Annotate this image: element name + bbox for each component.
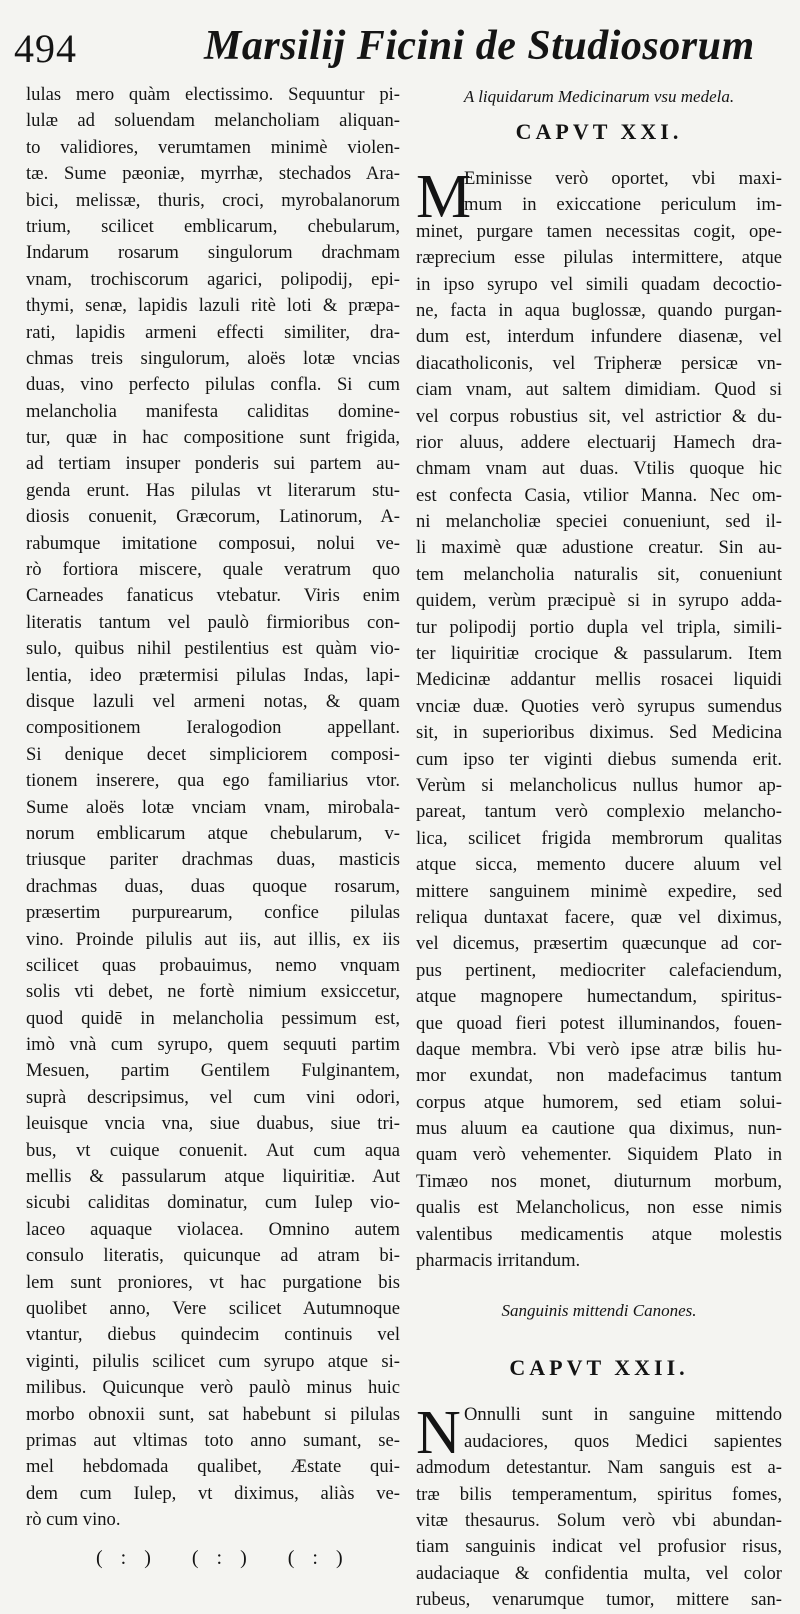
text-line: in ipso syrupo vel simili quadam decoctio-	[416, 273, 782, 295]
section-subtitle: A liquidarum Medicinarum vsu medela.	[463, 87, 735, 106]
text-line: daque membra. Vbi verò ipse atræ bilis hu-	[416, 1038, 782, 1060]
text-line: scilicet quas probauimus, nemo vnquam	[26, 954, 400, 976]
text-line: ni melancholiæ speciei conueniunt, sed il-	[416, 511, 782, 533]
text-line: to validiores, verumtamen minimè violen-	[26, 136, 400, 158]
text-line: pareat, tantum verò complexio melancho-	[416, 801, 782, 823]
text-line: vtantur, diebus quindecim continuis vel	[26, 1324, 400, 1346]
text-line: mellis & passularum atque liquiritiæ. Aut	[26, 1166, 400, 1188]
text-line: diacatholiconis, vel Tripheræ persicæ vn-	[416, 352, 782, 374]
text-line: leuisque vncia vna, siue duabus, siue tri-	[26, 1113, 400, 1135]
text-line: reliqua duntaxat facere, quæ vel diximus,	[416, 906, 782, 928]
chapter-heading: CAPVT XXII.	[509, 1355, 689, 1381]
text-line: sulo, quibus nihil pestilentius est quàm vio-	[26, 638, 400, 660]
text-line: pharmacis irritandum.	[416, 1250, 581, 1272]
text-line: tur polipodij portio dupla vel tripla, simili-	[416, 616, 782, 638]
text-line: vnciæ duæ. Quoties verò syrupus sumendus	[416, 695, 782, 717]
text-line: morbo obnoxii sunt, sat habebunt si pilulas	[26, 1403, 400, 1425]
text-line: suprà descripsimus, vel cum vini odori,	[26, 1086, 400, 1108]
text-line: ne, facta in aqua buglossæ, quando purgan-	[416, 299, 782, 321]
text-line: admodum detestantur. Nam sanguis est a-	[416, 1457, 782, 1479]
text-line: tæ. Sume pæoniæ, myrrhæ, stechados Ara-	[26, 163, 400, 185]
text-line: vel corpus robustius sit, vel astrictior & du-	[416, 405, 782, 427]
text-line: Medicinæ addantur mellis rosacei liquidi	[416, 669, 782, 691]
running-title: Marsilij Ficini de Studiosorum	[204, 23, 755, 69]
text-line: Verùm si melancholicus nullus humor ap-	[416, 774, 782, 796]
text-line: mus aluum ea cautione qua diximus, nun-	[416, 1118, 782, 1140]
text-line: lica, scilicet frigida membrorum qualitas	[416, 827, 782, 849]
text-line: vel dicemus, præsertim quæcunque ad cor-	[416, 933, 782, 955]
text-line: lem sunt proniores, vt hac purgatione bis	[26, 1271, 400, 1293]
text-line: consulo literatis, quicunque ad atram bi-	[26, 1245, 400, 1267]
text-line: valentibus medicamentis atque molestis	[416, 1223, 782, 1245]
text-line: Onnulli sunt in sanguine mittendo	[464, 1404, 782, 1426]
text-line: quolibet anno, Vere scilicet Autumnoque	[26, 1297, 400, 1319]
text-line: sit, in superioribus diximus. Sed Medicina	[416, 722, 782, 744]
text-line: corpus atque humorem, sed etiam solui-	[416, 1091, 782, 1113]
text-line: rati, lapidis armeni effecti similiter, dra-	[26, 321, 400, 343]
text-line: genda erunt. Has pilulas vt literarum stu-	[26, 479, 400, 501]
text-line: sicubi caliditas dominatur, cum Iulep vio-	[26, 1192, 400, 1214]
text-line: Timæo nos monet, diuturnum morbum,	[416, 1170, 782, 1192]
text-line: pus pertinent, mediocriter calefaciendum,	[416, 959, 782, 981]
text-line: ad tertiam insuper ponderis sui partem au-	[26, 453, 400, 475]
text-line: træ bilis temperamentum, spiritus fomes,	[416, 1483, 782, 1505]
section-subtitle: Sanguinis mittendi Canones.	[501, 1301, 697, 1321]
text-line: mel hebdomada qualibet, Æstate qui-	[26, 1456, 400, 1478]
text-line: drachmas duas, duas quoque rosarum,	[26, 875, 400, 897]
text-line: præsertim purpurearum, confice pilulas	[26, 902, 400, 924]
text-line: bus, vt cuique conuenit. Aut cum aqua	[26, 1139, 400, 1161]
text-line: ter liquiritiæ crocique & passularum. Item	[416, 643, 782, 665]
page-header	[14, 22, 784, 78]
text-line: dum est, interdum infundere diasenæ, vel	[416, 326, 782, 348]
text-line: Carneades fanaticus vtebatur. Viris enim	[26, 585, 400, 607]
text-line: chmas treis singulorum, aloës lotæ vncias	[26, 347, 400, 369]
text-line: lulas mero quàm electissimo. Sequuntur pi-	[26, 84, 400, 105]
text-line: primas aut vltimas toto anno sumant, se-	[26, 1429, 400, 1451]
text-line: literatis tantum vel paulò firmioribus con-	[26, 611, 400, 633]
text-line: atque magnopere humectandum, spiritus-	[416, 986, 782, 1008]
text-line: ræprecium esse pilulas intermittere, atque	[416, 247, 782, 269]
text-line: ciam vnam, aut saltem dimidiam. Quod si	[416, 379, 782, 401]
text-line: atque sicca, memento ducere aluum vel	[416, 854, 782, 876]
left-column	[26, 82, 400, 1570]
text-line: lentia, ideo prætermisi pilulas Indas, lapi-	[26, 664, 400, 686]
text-line: diosis conuenit, Græcorum, Latinorum, A-	[26, 506, 400, 528]
text-line: qualis est Melancholicus, non esse nimis	[416, 1197, 782, 1219]
text-line: duas, vino perfecto pilulas confla. Si cum	[26, 374, 400, 396]
text-line: vitæ thesaurus. Solum verò vbi abundan-	[416, 1509, 782, 1531]
text-line: tur, quæ in hac compositione sunt frigida,	[26, 427, 400, 449]
text-line: li maximè quæ adustione creatur. Sin au-	[416, 537, 782, 559]
text-line: rior aluus, addere electuarij Hamech dra-	[416, 431, 782, 453]
text-line: lulæ ad soluendam melancholiam aliquan-	[26, 110, 400, 132]
text-line: bici, melissæ, thuris, croci, myrobalanorum	[26, 189, 400, 211]
text-line: melancholia manifesta caliditas domine-	[26, 400, 400, 422]
chapter-22-text	[416, 1399, 782, 1613]
page-number: 494	[14, 26, 77, 71]
text-line: Si denique decet simpliciorem composi-	[26, 743, 400, 765]
chapter-21-text	[416, 163, 782, 1274]
text-line: viginti, pilulis scilicet cum syrupo atque si-	[26, 1350, 400, 1372]
text-line: minet, purgare tamen necessitas cogit, ope-	[416, 220, 782, 242]
text-line: tionem inserere, qua ego familiarius vtor.	[26, 770, 400, 792]
text-line: chmam vnam aut duas. Vtilis quoque hic	[416, 458, 782, 480]
text-line: quod quidē in melancholia pessimum est,	[26, 1007, 400, 1029]
text-line: rò fortiora miscere, quale veratrum quo	[26, 559, 400, 581]
text-line: rubeus, venarumque tumor, mittere san-	[416, 1589, 782, 1611]
text-line: quidem, verùm præcipuè si in syrupo adda-	[416, 590, 782, 612]
drop-capital: M	[416, 163, 472, 231]
text-line: Eminisse verò oportet, vbi maxi-	[464, 168, 782, 189]
text-line: rabumque imitatione composui, nolui ve-	[26, 532, 400, 554]
text-line: mum in exiccatione periculum im-	[464, 194, 782, 216]
text-line: disque lazuli vel armeni notas, & quam	[26, 690, 400, 712]
text-line: tem melancholia naturalis sit, conueniunt	[416, 563, 782, 585]
text-line: Mesuen, partim Gentilem Fulginantem,	[26, 1060, 400, 1082]
text-line: mittere sanguinem minimè expedire, sed	[416, 880, 782, 902]
text-line: milibus. Quicunque verò paulò minus huic	[26, 1377, 400, 1399]
text-line: vnam, trochiscorum agarici, polipodij, epi-	[26, 268, 400, 290]
text-line: solis vti debet, ne fortè nimium exsiccetur,	[26, 981, 400, 1003]
text-line: tiam sanguinis indicat vel profusior risus,	[416, 1536, 782, 1558]
catchword: (:) (:) (:)	[96, 1547, 361, 1570]
text-line: compositionem Ieralogodion appellant.	[26, 717, 400, 739]
text-line: audaciaque & confidentia multa, vel color	[416, 1562, 782, 1584]
text-line: est confecta Casia, vtilior Manna. Nec om-	[416, 484, 782, 506]
text-line: dem cum Iulep, vt diximus, aliàs ve-	[26, 1482, 400, 1504]
text-line: Sume aloës lotæ vnciam vnam, mirobala-	[26, 796, 400, 818]
chapter-heading: CAPVT XXI.	[515, 119, 683, 144]
text-line: audaciores, quos Medici sapientes	[464, 1430, 782, 1452]
text-line: triusque pariter drachmas duas, masticis	[26, 849, 400, 871]
right-column	[416, 82, 782, 1614]
text-line: laceo aquaque violacea. Omnino autem	[26, 1218, 400, 1240]
text-line: imò vnà cum syrupo, quem sequuti partim	[26, 1034, 400, 1056]
text-line: rò cum vino.	[26, 1509, 121, 1531]
text-line: quam verò vehementer. Siquidem Plato in	[416, 1144, 782, 1166]
text-line: mor exundat, non madefacimus tantum	[416, 1065, 782, 1087]
text-line: vino. Proinde pilulis aut iis, aut illis, ex iis	[26, 928, 400, 950]
text-line: que quoad fieri potest illuminandos, fouen-	[416, 1012, 782, 1034]
text-line: cum ipso ter viginti diebus sumenda erit.	[416, 748, 782, 770]
text-line: Indarum rosarum singulorum drachmam	[26, 242, 400, 264]
drop-capital: N	[416, 1399, 461, 1468]
text-line: thymi, senæ, lapidis lazuli ritè loti & præpa-	[26, 295, 400, 317]
text-line: trium, scilicet emblicarum, chebularum,	[26, 215, 400, 237]
text-line: norum emblicarum atque chebularum, v-	[26, 822, 400, 844]
